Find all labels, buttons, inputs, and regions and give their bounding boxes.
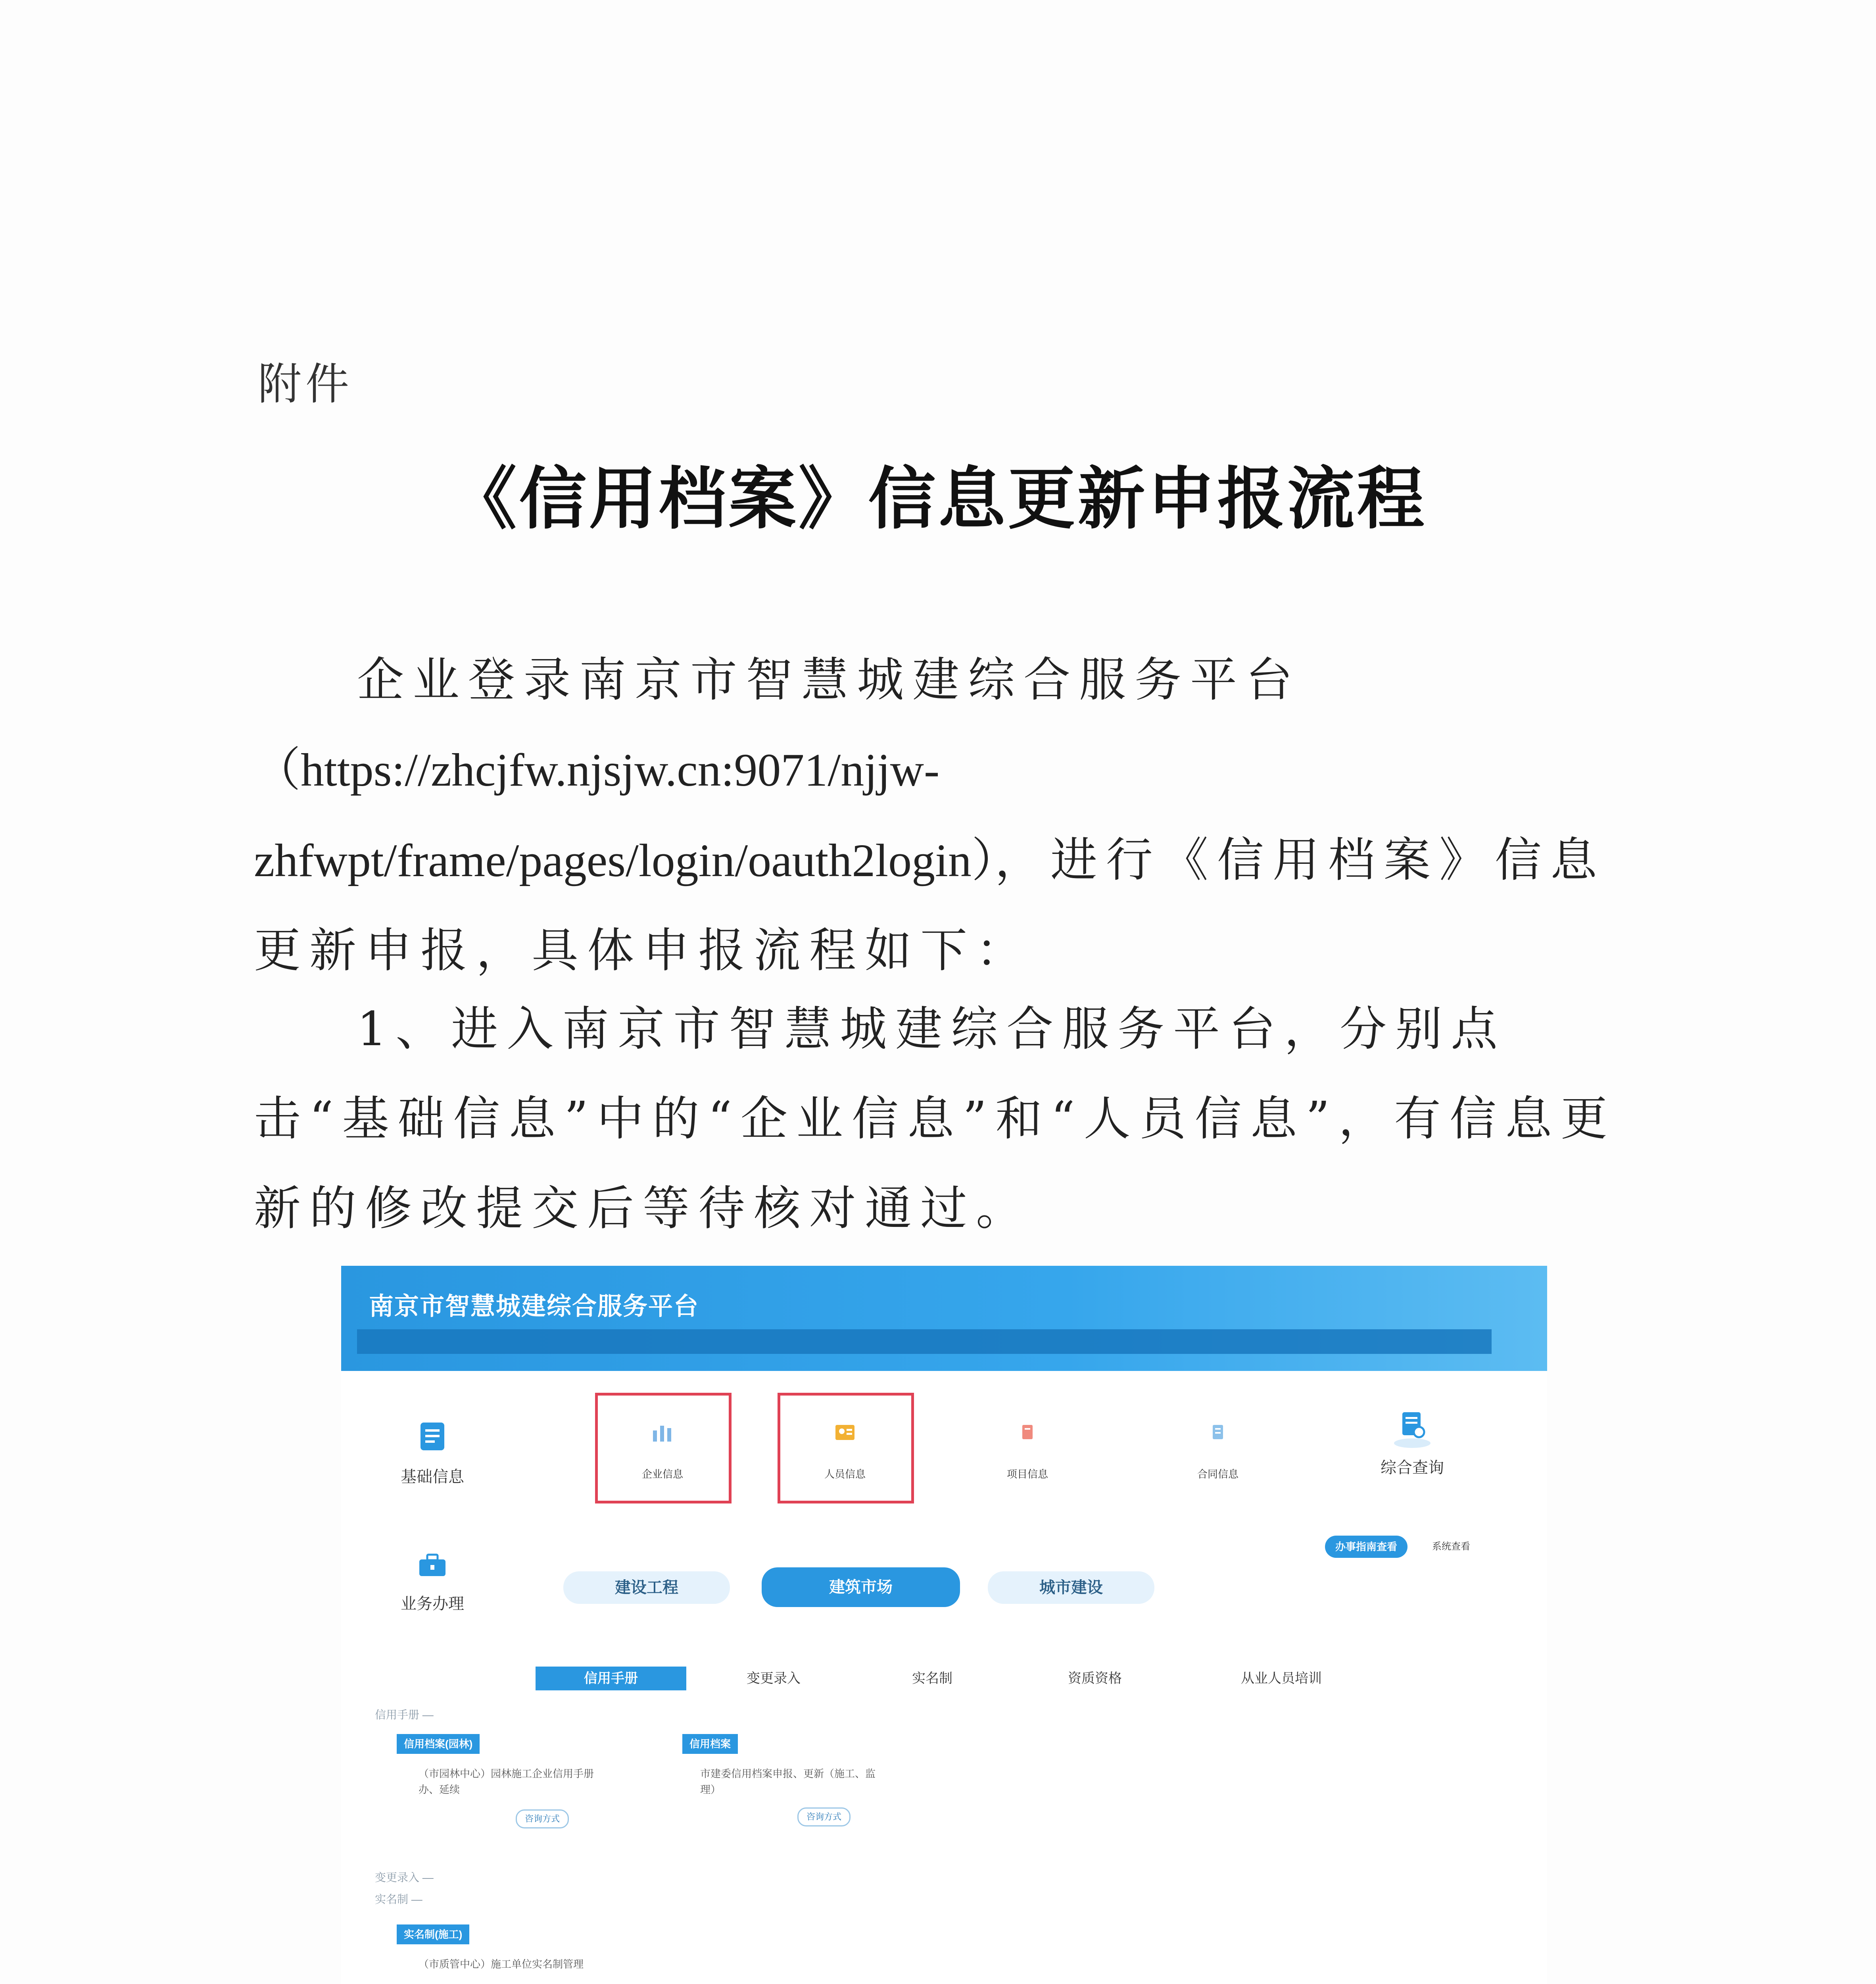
intro-tail: ，进行《信用档案》信息更新申报，具体申报流程如下： <box>254 832 1606 978</box>
page-title: 《信用档案》信息更新申报流程 <box>449 459 1427 538</box>
step-one-paragraph: 1、进入南京市智慧城建综合服务平台，分别点击“基础信息”中的“企业信息”和“人员信息”，有信息更新的修改提交后等待核对通过。 <box>254 1002 1616 1236</box>
query-icon <box>1390 1407 1434 1450</box>
contract-info-label: 合同信息 <box>1197 1468 1239 1480</box>
card-realname-head[interactable]: 实名制(施工) <box>397 1924 469 1944</box>
company-info-module[interactable] <box>597 1423 728 1481</box>
subtab-credit-handbook[interactable]: 信用手册 <box>536 1667 686 1690</box>
section-credit-handbook: 信用手册 — <box>375 1709 434 1721</box>
personnel-info-label: 人员信息 <box>824 1468 866 1480</box>
contract-icon <box>1208 1423 1228 1442</box>
tab-construction-project[interactable]: 建设工程 <box>563 1571 730 1604</box>
card-credit-desc: 市建委信用档案申报、更新（施工、监理） <box>700 1768 876 1796</box>
platform-banner <box>341 1266 1547 1371</box>
intro-paragraph <box>254 635 1638 995</box>
card-realname-desc: （市质管中心）施工单位实名制管理 <box>419 1958 584 1970</box>
toolbox-icon <box>415 1551 450 1579</box>
card-garden-contact[interactable]: 咨询方式 <box>516 1809 569 1828</box>
id-card-icon <box>833 1423 857 1442</box>
contract-info-module[interactable] <box>1158 1423 1277 1481</box>
section-real-name: 实名制 — <box>375 1893 422 1905</box>
tab-building-market[interactable]: 建筑市场 <box>762 1567 960 1607</box>
platform-screenshot <box>341 1266 1547 1984</box>
business-label: 业务办理 <box>401 1595 464 1613</box>
guide-button[interactable]: 办事指南查看 <box>1325 1536 1407 1558</box>
document-icon <box>419 1421 446 1452</box>
banner-nav-bar <box>357 1329 1492 1354</box>
subtab-training[interactable]: 从业人员培训 <box>1241 1671 1322 1686</box>
subtab-change-entry[interactable]: 变更录入 <box>747 1671 801 1686</box>
platform-title: 南京市智慧城建综合服务平台 <box>369 1293 699 1320</box>
bar-chart-icon <box>651 1423 674 1442</box>
intro-lead: 企业登录南京市智慧城建综合服务平台 <box>357 652 1302 707</box>
card-credit-contact[interactable]: 咨询方式 <box>797 1807 851 1826</box>
project-icon <box>1018 1423 1037 1442</box>
system-view-link[interactable]: 系统查看 <box>1432 1541 1470 1552</box>
project-info-module[interactable] <box>968 1423 1087 1481</box>
category-tabs <box>563 1567 1158 1611</box>
project-info-label: 项目信息 <box>1006 1468 1048 1480</box>
basic-info-label: 基础信息 <box>401 1468 464 1486</box>
section-change-entry: 变更录入 — <box>375 1871 434 1884</box>
attachment-label: 附件 <box>258 359 353 409</box>
platform-url[interactable]: （https://zhcjfw.njsjw.cn:9071/njjw-zhfwpt/frame/pages/login/oauth2login） <box>254 744 995 886</box>
subtab-real-name[interactable]: 实名制 <box>912 1671 952 1686</box>
subtab-qualification[interactable]: 资质资格 <box>1068 1671 1122 1686</box>
card-garden-desc: （市园林中心）园林施工企业信用手册办、延续 <box>419 1768 594 1796</box>
comprehensive-query-module[interactable] <box>1345 1407 1480 1478</box>
personnel-info-module[interactable] <box>780 1423 910 1481</box>
comprehensive-query-label: 综合查询 <box>1381 1459 1444 1476</box>
company-info-label: 企业信息 <box>641 1468 683 1480</box>
business-module[interactable] <box>385 1551 480 1614</box>
card-garden-head[interactable]: 信用档案(园林) <box>397 1734 480 1754</box>
tab-city-construction[interactable]: 城市建设 <box>988 1571 1154 1604</box>
basic-info-module[interactable] <box>385 1421 480 1487</box>
card-credit-head[interactable]: 信用档案 <box>682 1734 738 1754</box>
